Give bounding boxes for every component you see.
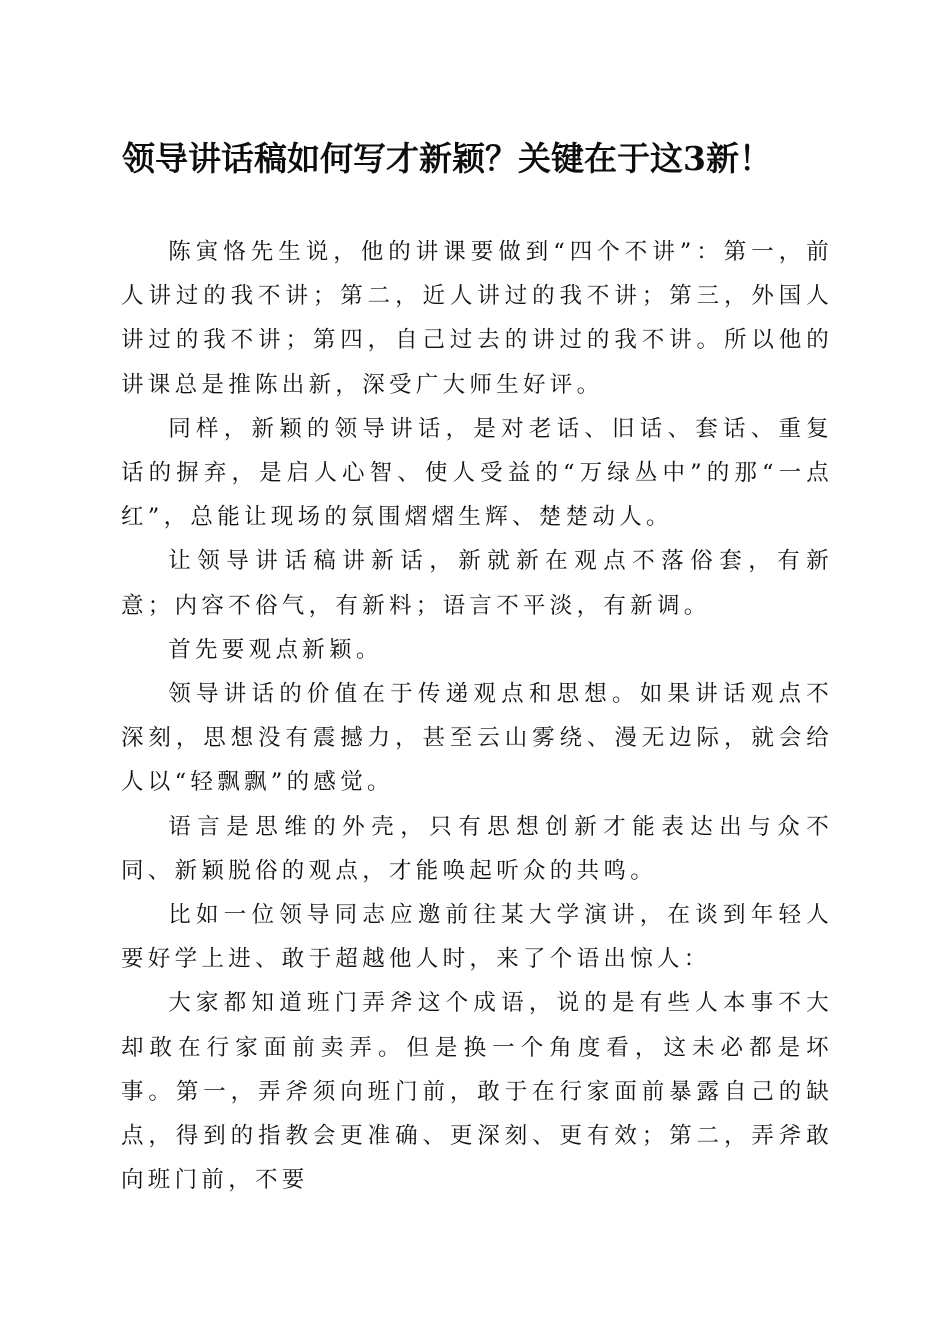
paragraph-4: 首先要观点新颖。 — [168, 636, 383, 663]
paragraph-2: 同样，新颖的领导讲话，是对老话、旧话、套话、重复话的摒弃，是启人心智、使人受益的“万绿丛中”的那“一点红”，总能让现场的氛围熠熠生辉、楚楚动人。 — [121, 415, 833, 531]
document-title: 领导讲话稿如何写才新颖？关键在于这3新！ — [122, 139, 772, 178]
paragraph-6: 语言是思维的外壳，只有思想创新才能表达出与众不同、新颖脱俗的观点，才能唤起听众的共鸣。 — [121, 813, 833, 884]
paragraph-1: 陈寅恪先生说，他的讲课要做到“四个不讲”：第一，前人讲过的我不讲；第二，近人讲过的我不讲；第三，外国人讲过的我不讲；第四，自己过去的讲过的我不讲。所以他的讲课总是推陈出新，深受广大师生好评。 — [121, 239, 833, 398]
paragraph-8: 大家都知道班门弄斧这个成语，说的是有些人本事不大却敢在行家面前卖弄。但是换一个角度看，这未必都是坏事。第一，弄斧须向班门前，敢于在行家面前暴露自己的缺点，得到的指教会更准确、更深刻、更有效；第二，弄斧敢向班门前，不要 — [121, 990, 833, 1194]
paragraph-7: 比如一位领导同志应邀前往某大学演讲，在谈到年轻人要好学上进、敢于超越他人时，来了个语出惊人： — [121, 902, 833, 973]
paragraph-3: 让领导讲话稿讲新话，新就新在观点不落俗套，有新意；内容不俗气，有新料；语言不平淡，有新调。 — [121, 548, 833, 619]
paragraph-5: 领导讲话的价值在于传递观点和思想。如果讲话观点不深刻，思想没有震撼力，甚至云山雾绕、漫无边际，就会给人以“轻飘飘”的感觉。 — [121, 681, 833, 796]
document-body — [121, 230, 833, 1202]
